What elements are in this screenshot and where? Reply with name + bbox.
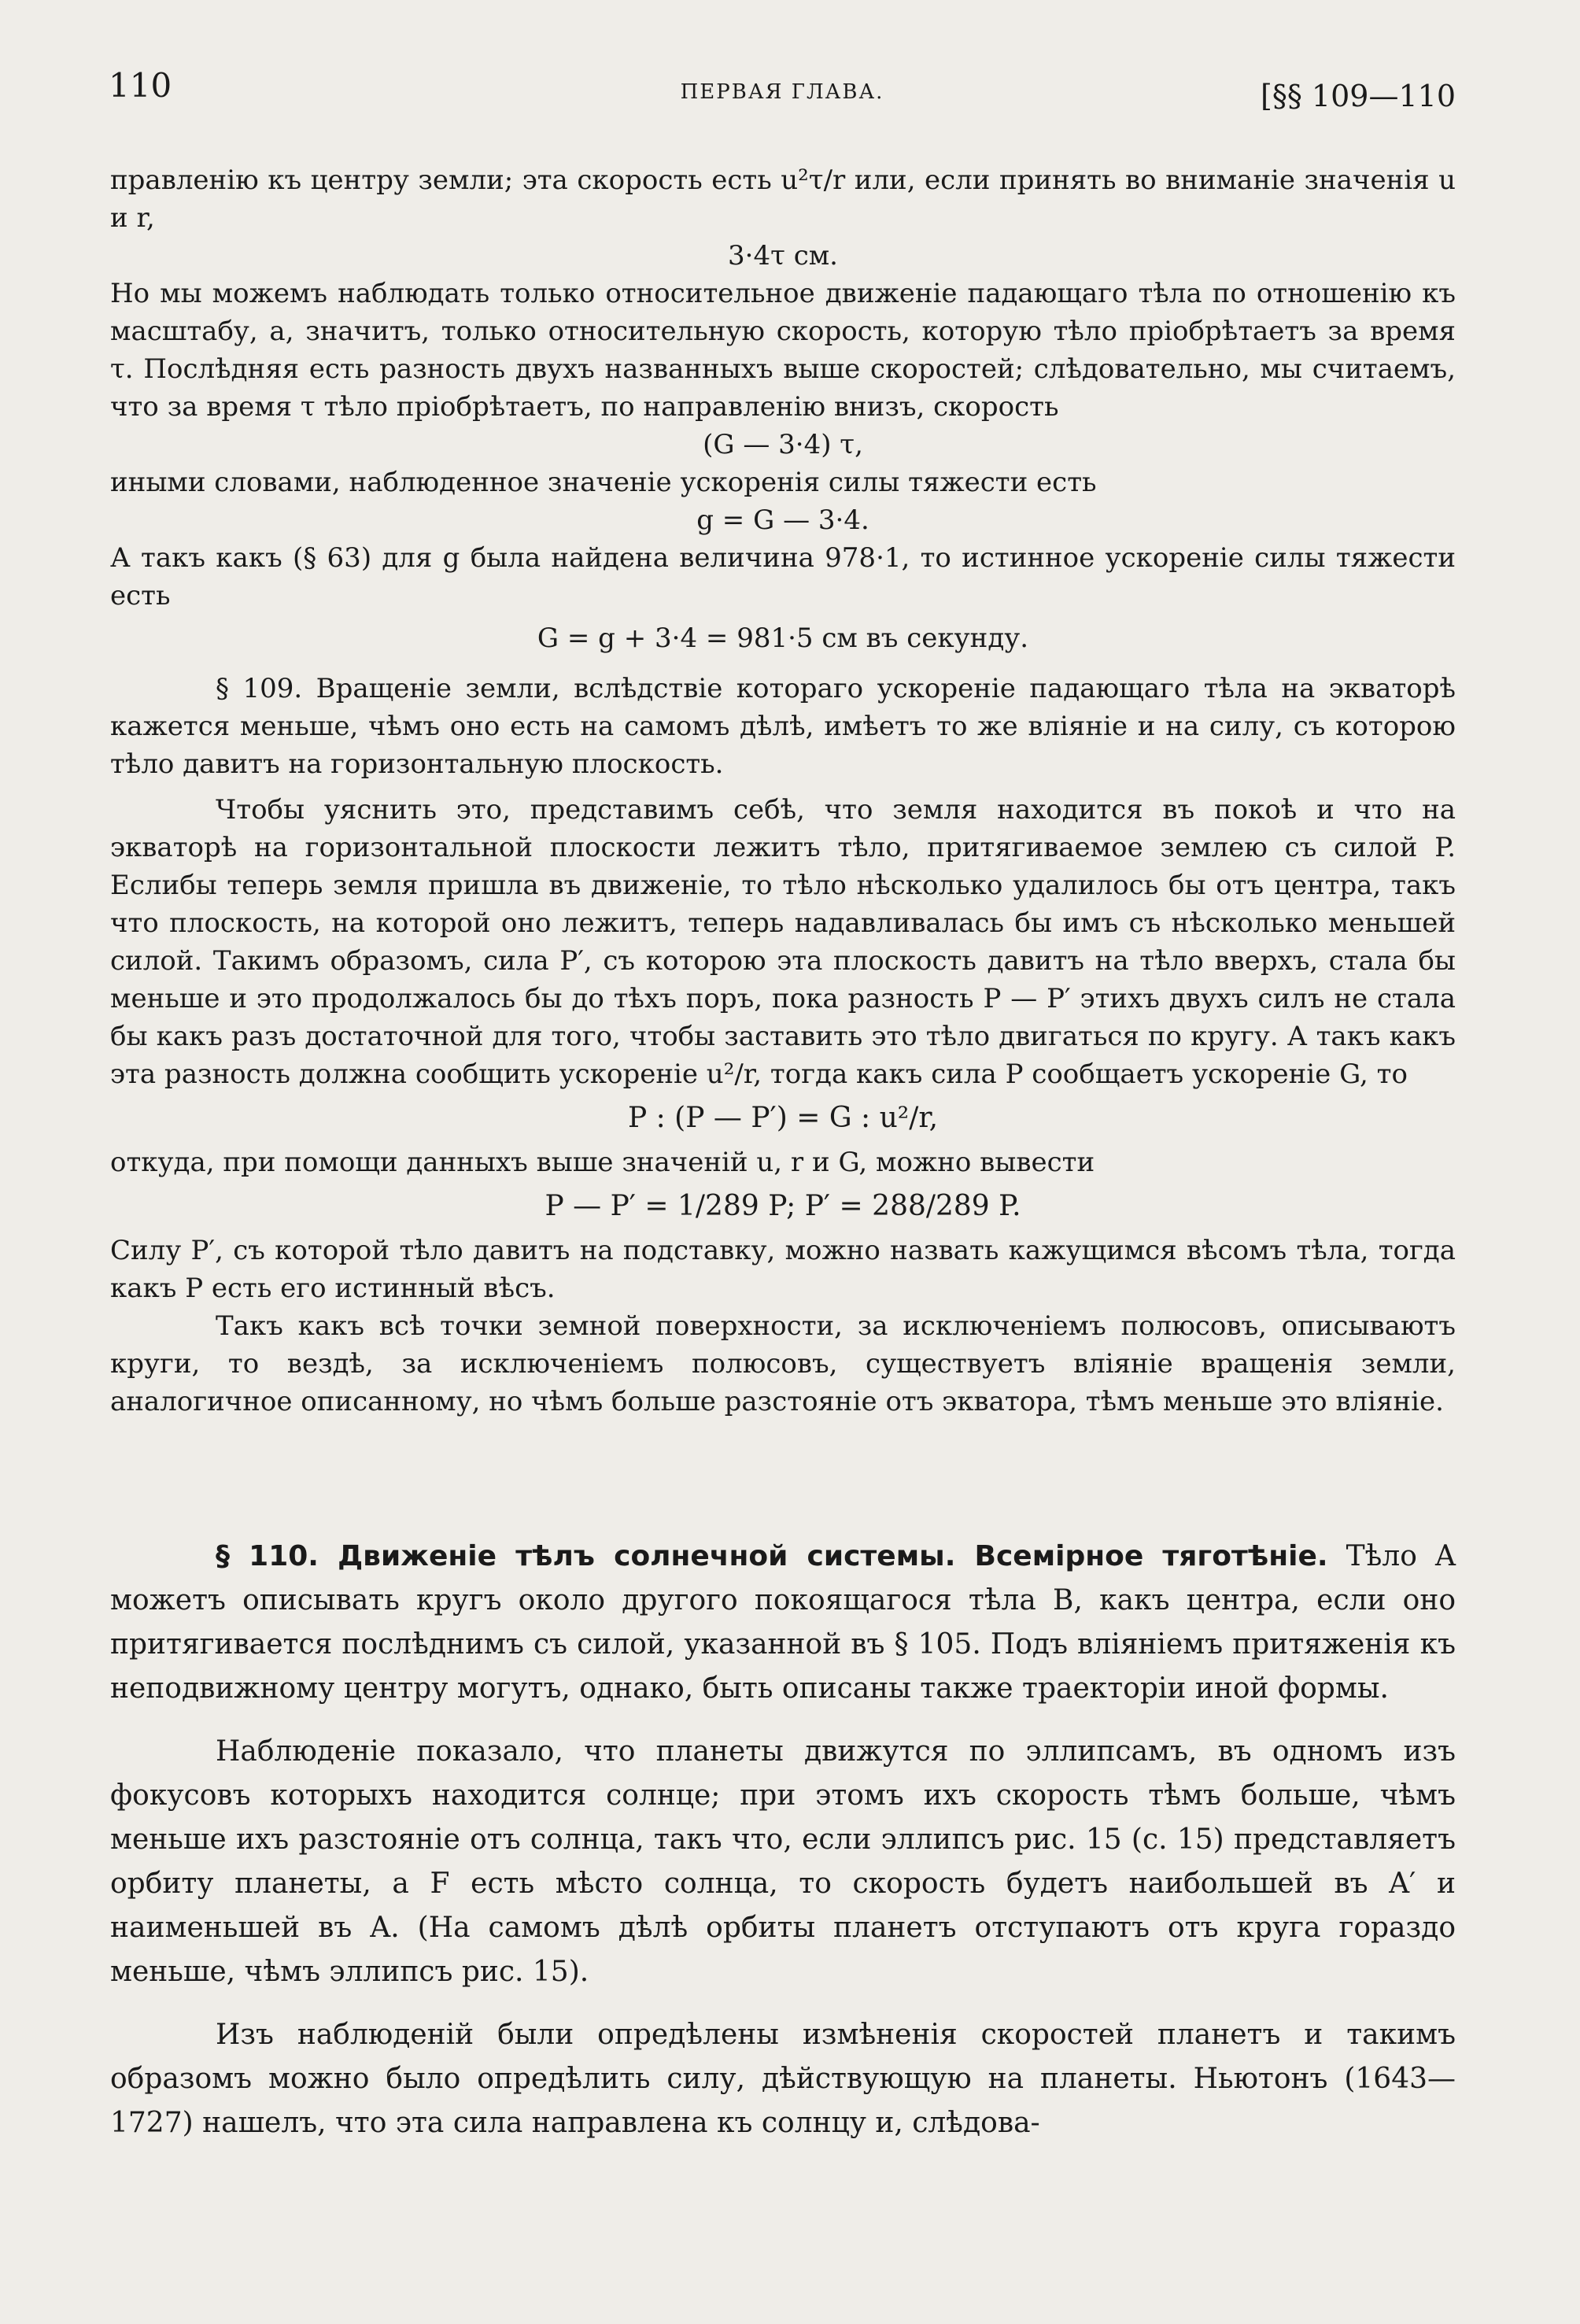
paragraph: Изъ наблюденій были опредѣлены измѣненія скоростей планетъ и такимъ образомъ можно было опредѣлить силу, дѣйствующую на планеты. Ньютонъ (1643—1727) нашелъ, что эта сила направлена къ солнцу и, слѣдова- [110, 2019, 1456, 2139]
paragraph: правленію къ центру земли; эта скорость есть u²τ/r или, если принять во вниманіе значенія u и r, [110, 164, 1456, 234]
section-110-paragraph [110, 1535, 1456, 1711]
section-110-text: Тѣло A можетъ описывать кругъ около другого покоящагося тѣла B, какъ центра, если оно притягивается послѣднимъ съ силой, указанной въ § 105. Подъ вліяніемъ притяженія къ неподвижному центру могутъ, однако, быть описаны также траекторіи иной формы. [110, 1540, 1456, 1705]
formula: G = g + 3·4 = 981·5 см въ секунду. [537, 623, 1029, 654]
section-heading: § 110. Движеніе тѣлъ солнечной системы. Всемірное тяготѣніе. [216, 1540, 1328, 1572]
paragraph: откуда, при помощи данныхъ выше значеній u, r и G, можно вывести [110, 1147, 1095, 1178]
page-header [109, 61, 1456, 116]
page-number: 110 [109, 66, 172, 105]
formula: g = G — 3·4. [696, 504, 869, 536]
paragraph: иными словами, наблюденное значеніе ускоренія силы тяжести есть [110, 467, 1097, 498]
formula: P : (P — P′) = G : u²/r, [627, 1102, 939, 1134]
text-block-upper [110, 161, 1456, 1421]
paragraph: А такъ какъ (§ 63) для g была найдена величина 978·1, то истинное ускореніе силы тяжести есть [110, 542, 1456, 611]
paragraph: Чтобы уяснить это, представимъ себѣ, что земля находится въ покоѣ и что на экваторѣ на горизонтальной плоскости лежитъ тѣло, притягиваемое землею съ силой P. Еслибы теперь земля пришла въ движеніе, то тѣло нѣсколько удалилось бы отъ центра, такъ что плоскость, на которой оно лежитъ, теперь надавливалась бы имъ съ нѣсколько меньшей силой. Такимъ образомъ, сила P′, съ которою эта плоскость давитъ на тѣло вверхъ, стала бы меньше и это продолжалось бы до тѣхъ поръ, пока разность P — P′ этихъ двухъ силъ не стала бы какъ разъ достаточной для того, чтобы заставить это тѣло двигаться по кругу. А такъ какъ эта разность должна сообщить ускореніе u²/r, тогда какъ сила P сообщаетъ ускореніе G, то [110, 794, 1456, 1090]
formula: (G — 3·4) τ, [703, 429, 863, 460]
text-block-lower [110, 1535, 1456, 2145]
formula: 3·4τ см. [728, 240, 838, 272]
paragraph: Такъ какъ всѣ точки земной поверхности, за исключеніемъ полюсовъ, описываютъ круги, то вездѣ, за исключеніемъ полюсовъ, существуетъ вліяніе вращенія земли, аналогичное описанному, но чѣмъ больше разстояніе отъ экватора, тѣмъ меньше это вліяніе. [110, 1310, 1456, 1417]
paragraph: Силу P′, съ которой тѣло давитъ на подставку, можно назвать кажущимся вѣсомъ тѣла, тогда какъ P есть его истинный вѣсъ. [110, 1235, 1456, 1304]
formula: P — P′ = 1/289 P; P′ = 288/289 P. [545, 1190, 1021, 1222]
paragraph: Наблюденіе показало, что планеты движутся по эллипсамъ, въ одномъ изъ фокусовъ которыхъ находится солнце; при этомъ ихъ скорость тѣмъ больше, чѣмъ меньше ихъ разстояніе отъ солнца, такъ что, если эллипсъ рис. 15 (с. 15) представляетъ орбиту планеты, а F есть мѣсто солнца, то скорость будетъ наибольшей въ A′ и наименьшей въ A. (На самомъ дѣлѣ орбиты планетъ отступаютъ отъ круга гораздо меньше, чѣмъ эллипсъ рис. 15). [110, 1735, 1456, 1988]
running-title: ПЕРВАЯ ГЛАВА. [680, 80, 884, 104]
section-range: [§§ 109—110 [1261, 79, 1456, 113]
section-109-paragraph: § 109. Вращеніе земли, вслѣдствіе котораго ускореніе падающаго тѣла на экваторѣ кажется меньше, чѣмъ оно есть на самомъ дѣлѣ, имѣетъ то же вліяніе и на силу, съ которою тѣло давитъ на горизонтальную плоскость. [110, 673, 1456, 780]
paragraph: Но мы можемъ наблюдать только относительное движеніе падающаго тѣла по отношенію къ масштабу, а, значитъ, только относительную скорость, которую тѣло пріобрѣтаетъ за время τ. Послѣдняя есть разность двухъ названныхъ выше скоростей; слѣдовательно, мы считаемъ, что за время τ тѣло пріобрѣтаетъ, по направленію внизъ, скорость [110, 278, 1456, 423]
